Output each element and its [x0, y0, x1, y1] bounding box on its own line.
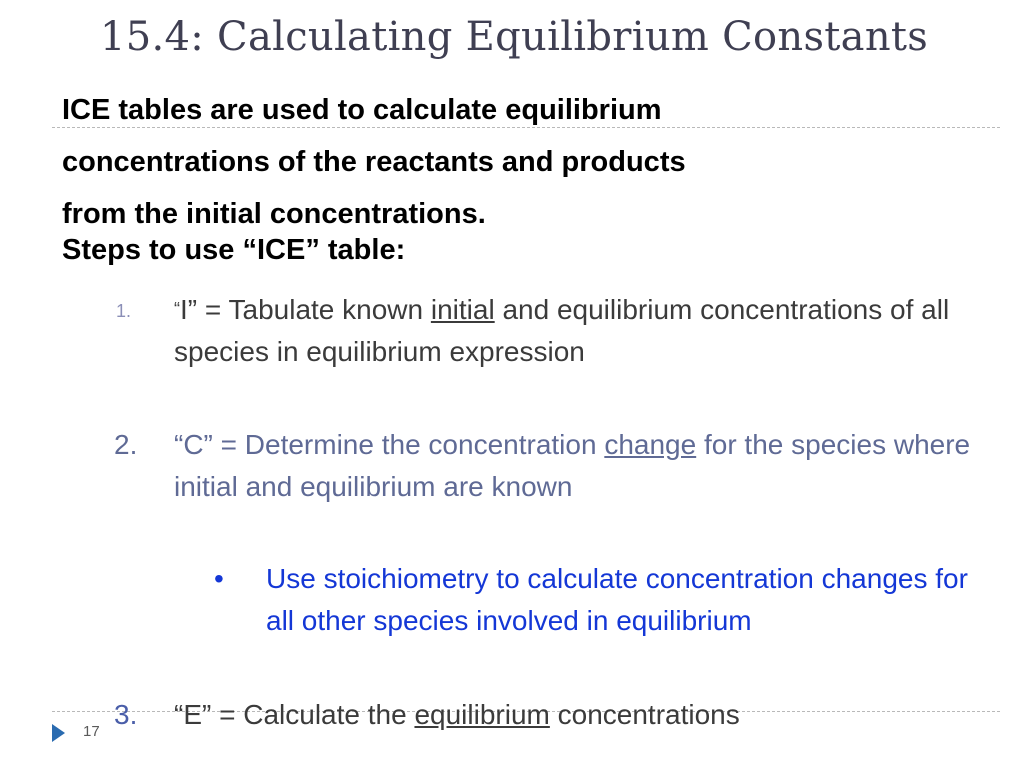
sub-bullet-text: Use stoichiometry to calculate concentration changes for all other species involved in equilibrium	[266, 563, 968, 636]
step-3-underlined: equilibrium	[414, 699, 550, 730]
bullet-icon: •	[214, 563, 224, 594]
step-1-number: 1.	[116, 301, 132, 321]
step-3-number: 3.	[114, 699, 138, 730]
step-2-lead: “C” = Determine the concentration	[174, 429, 605, 460]
step-1-underlined: initial	[430, 294, 495, 325]
step-2-underlined: change	[604, 429, 697, 460]
step-1-lead: I” = Tabulate known	[180, 294, 431, 325]
step-2-rest: for the species where initial and equilibrium are known	[174, 429, 971, 502]
step-1	[116, 288, 974, 373]
intro-line-3: from the initial concentrations.	[62, 198, 486, 230]
step-2-number: 2.	[114, 429, 138, 460]
slide-number: 17	[83, 723, 100, 740]
play-arrow-icon	[52, 724, 65, 742]
sub-bullet	[214, 558, 986, 642]
intro-line-1: ICE tables are used to calculate equilibrium	[62, 94, 662, 126]
step-3-rest: concentrations	[549, 699, 740, 730]
step-1-open-quote: “	[174, 299, 180, 319]
intro-paragraph	[62, 84, 962, 240]
step-1-rest: and equilibrium concentrations of all species in equilibrium expression	[174, 294, 950, 367]
step-3	[114, 694, 974, 736]
steps-heading: Steps to use “ICE” table:	[62, 234, 406, 266]
step-3-lead: “E” = Calculate the	[174, 699, 415, 730]
slide-title: 15.4: Calculating Equilibrium Constants	[100, 14, 929, 60]
step-2	[114, 424, 974, 508]
intro-line-2: concentrations of the reactants and products	[62, 146, 686, 178]
